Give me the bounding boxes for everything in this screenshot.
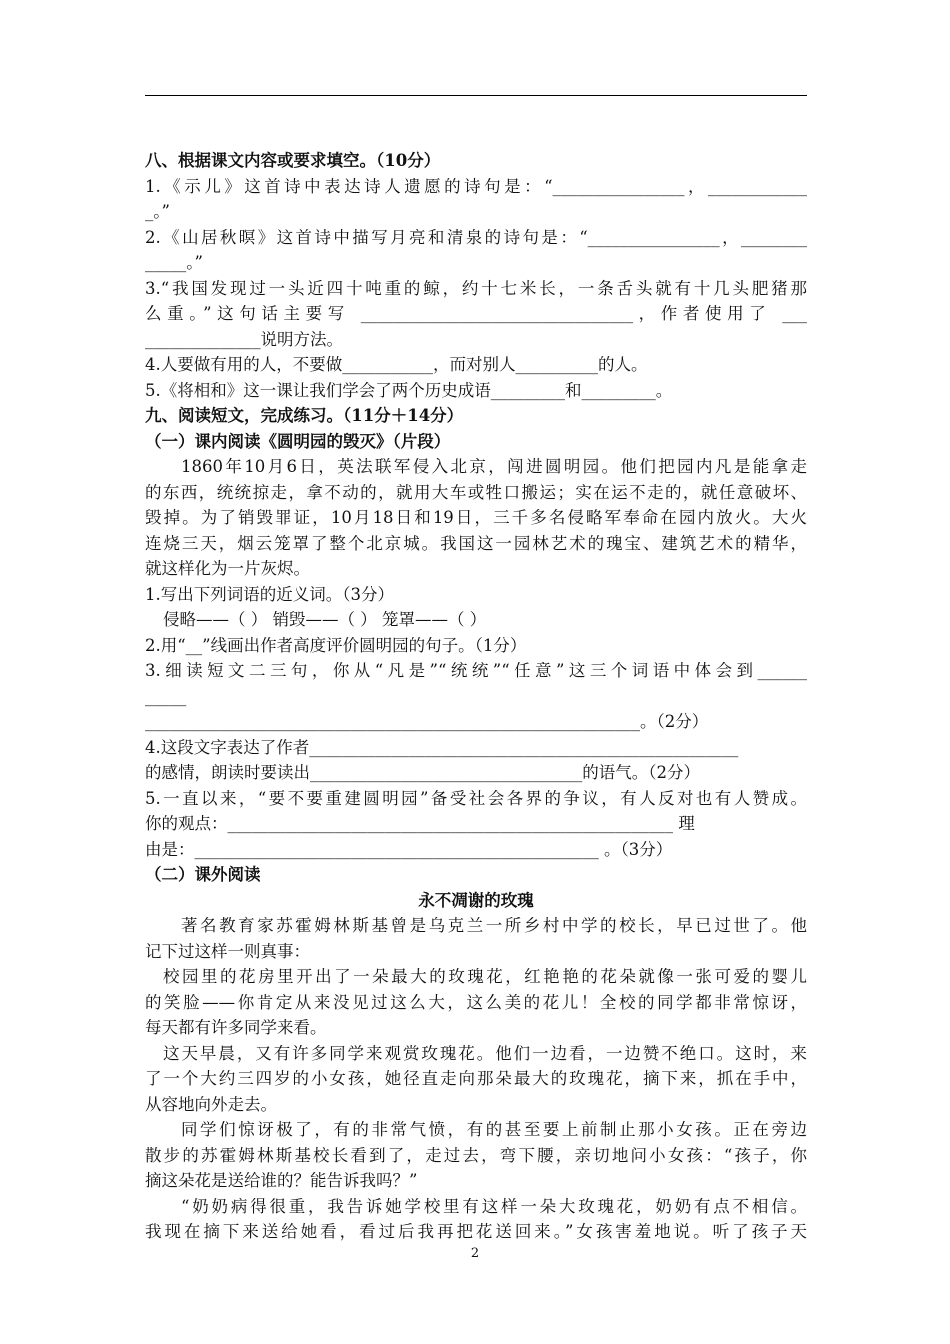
story-line: 我现在摘下来送给她看，看过后我再把花送回来。”女孩害羞地说。听了孩子天 [145,1222,807,1241]
question-line: 1.写出下列词语的近义词。（3分） [145,584,394,604]
question-line: 由是：_________________________________________________ 。（3分） [145,839,673,859]
header-rule [145,95,807,96]
s8-line: 3.“我国发现过一头近四十吨重的鲸，约十七米长，一条舌头就有十几头肥猪那 [145,278,807,298]
question-line: _____ [145,686,187,706]
sub1-title: （一）课内阅读《圆明园的毁灭》（片段） [145,431,451,451]
story-title: 永不凋谢的玫瑰 [418,890,534,910]
passage-line: 连烧三天，烟云笼罩了整个北京城。我国这一园林艺术的瑰宝、建筑艺术的精华， [145,533,807,553]
passage-line: 的东西，统统掠走，拿不动的，就用大车或牲口搬运；实在运不走的，就任意破坏、 [145,482,807,502]
story-line: 记下过这样一则真事： [145,941,310,961]
s8-line: 么重。”这句话主要写 _________________________________，作者使用了 ___ [145,304,807,323]
s8-line: 2.《山居秋暝》这首诗中描写月亮和清泉的诗句是：“________________，________ [145,227,807,247]
story-line: 每天都有许多同学来看。 [145,1018,327,1037]
page-number: 2 [470,1246,480,1261]
sub2-title: （二）课外阅读 [145,865,261,884]
s8-line: _____。” [145,253,203,272]
story-line: “奶奶病得很重，我告诉她学校里有这样一朵大玫瑰花，奶奶有点不相信。 [181,1196,807,1216]
section-9-title: 九、阅读短文，完成练习。（11分＋14分） [145,406,464,425]
passage-line: 就这样化为一片灰烬。 [145,559,310,578]
story-line: 散步的苏霍姆林斯基校长看到了，走过去，弯下腰，亲切地问小女孩：“孩子，你 [145,1145,807,1165]
s8-line: 1.《示儿》这首诗中表达诗人遗愿的诗句是：“________________，____________ [145,176,807,196]
question-line: 5.一直以来，“要不要重建圆明园”备受社会各界的争议，有人反对也有人赞成。 [145,788,807,808]
story-line: 摘这朵花是送给谁的？能告诉我吗？” [145,1171,418,1190]
story-line: 这天早晨，又有许多同学来观赏玫瑰花。他们一边看，一边赞不绝口。这时，来 [163,1043,807,1063]
question-line: ____________________________________________________________。（2分） [145,712,709,731]
story-line: 从容地向外走去。 [145,1094,277,1114]
story-line: 校园里的花房里开出了一朵最大的玫瑰花，红艳艳的花朵就像一张可爱的婴儿 [163,967,807,986]
passage-line: 毁掉。为了销毁罪证，10月18日和19日，三千多名侵略军奉命在园内放火。大火 [145,508,807,527]
story-line: 的笑脸——你肯定从来没见过这么大，这么美的花儿！全校的同学都非常惊讶， [145,992,807,1012]
story-line: 著名教育家苏霍姆林斯基曾是乌克兰一所乡村中学的校长，早已过世了。他 [181,916,807,935]
story-line: 同学们惊讶极了，有的非常气愤，有的甚至要上前制止那小女孩。正在旁边 [181,1120,807,1139]
s8-line: 4.人要做有用的人，不要做___________，而对别人__________的人。 [145,355,648,374]
document-body [145,148,807,1245]
question-line: 3.细读短文二三句，你从“凡是”“统统”“任意”这三个词语中体会到______ [145,661,807,680]
question-line: 4.这段文字表达了作者____________________________________________________ [145,737,739,757]
s8-line: ______________说明方法。 [145,329,343,349]
question-line: 的感情，朗读时要读出_________________________________的语气。（2分） [145,763,700,782]
section-8-title: 八、根据课文内容或要求填空。（10分） [145,151,441,170]
story-line: 了一个大约三四岁的小女孩，她径直走向那朵最大的玫瑰花，摘下来，抓在手中， [145,1069,807,1088]
question-line: 侵略——（ ） 销毁——（ ） 笼罩——（ ） [163,610,487,629]
passage-line: 1860年10月6日，英法联军侵入北京，闯进圆明园。他们把园内凡是能拿走 [181,457,807,476]
s8-line: _。” [145,202,170,221]
question-line: 2.用“__”线画出作者高度评价圆明园的句子。（1分） [145,635,527,655]
question-line: 你的观点：______________________________________________________ 理 [145,814,695,833]
s8-line: 5.《将相和》这一课让我们学会了两个历史成语_________和_________。 [145,380,673,400]
